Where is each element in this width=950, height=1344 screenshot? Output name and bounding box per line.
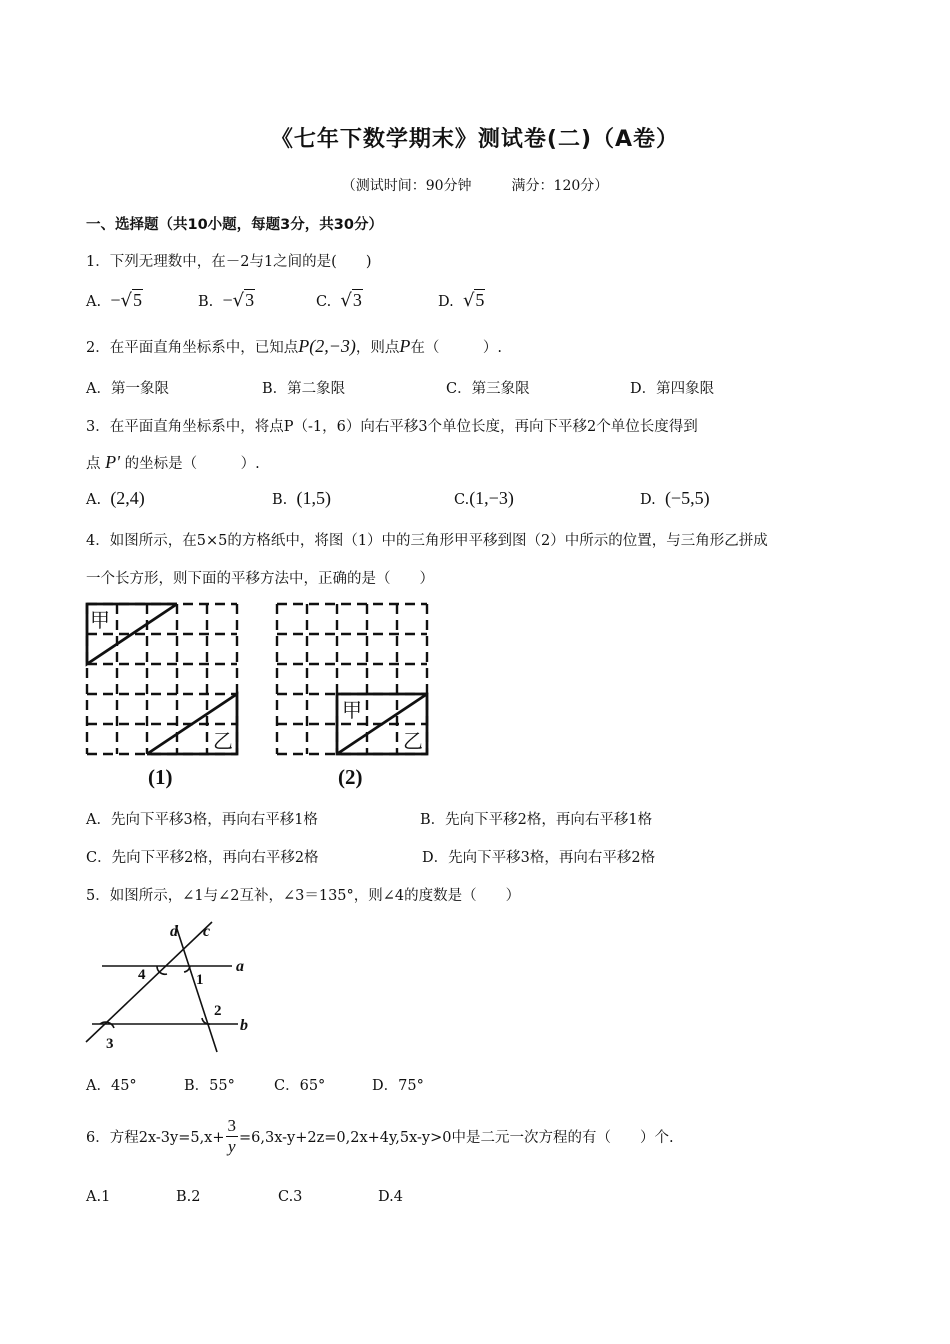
angle-label-4: 4	[138, 967, 146, 983]
q2-stem: 2．在平面直角坐标系中，已知点P(2,−3)，则点P在（ ）.	[86, 336, 502, 356]
q4-figures	[80, 596, 440, 796]
label-yi-fig2: 乙	[403, 731, 423, 753]
q4-option-a: A．先向下平移3格，再向右平移1格	[86, 812, 318, 828]
q5-figure	[80, 918, 260, 1058]
q2-option-b: B．第二象限	[262, 381, 346, 397]
q2-option-d: D．第四象限	[630, 381, 715, 397]
q4-option-b: B．先向下平移2格，再向右平移1格	[420, 812, 653, 828]
test-time: （测试时间：90分钟	[341, 178, 472, 194]
q1-option-a: A. −√5	[86, 290, 142, 311]
q2-option-c: C．第三象限	[446, 381, 530, 397]
q3-stem-line2: 点 P' 的坐标是（ ）.	[86, 452, 260, 472]
section-heading-choice: 一、选择题（共10小题，每题3分，共30分）	[86, 217, 383, 233]
label-yi-fig1: 乙	[213, 731, 233, 753]
angle-label-2: 2	[214, 1003, 222, 1019]
angle-label-3: 3	[106, 1036, 114, 1052]
q6-option-c: C.3	[278, 1189, 303, 1205]
q5-option-b: B．55°	[184, 1078, 235, 1094]
sqrt-symbol: √5	[120, 290, 142, 311]
q6-option-b: B.2	[176, 1189, 201, 1205]
angle-label-1: 1	[196, 972, 204, 988]
line-label-d: d	[170, 923, 178, 940]
exam-subtitle	[0, 175, 950, 195]
q2-option-a: A．第一象限	[86, 381, 169, 397]
q1-option-d: D. √5	[438, 290, 485, 311]
q5-option-a: A．45°	[86, 1078, 137, 1094]
q4-stem-line1: 4．如图所示，在5×5的方格纸中，将图（1）中的三角形甲平移到图（2）中所示的位置，与三角形乙拼成	[86, 533, 768, 549]
q5-option-d: D．75°	[372, 1078, 424, 1094]
sqrt-symbol: √5	[462, 290, 485, 311]
q3-stem-line1: 3．在平面直角坐标系中，将点P（-1，6）向右平移3个单位长度，再向下平移2个单位长度得到	[86, 419, 698, 435]
figure-2-label: (2)	[338, 765, 363, 789]
q1-option-c: C. √3	[316, 290, 362, 311]
q4-option-d: D．先向下平移3格，再向右平移2格	[422, 850, 656, 866]
exam-title: 《七年下数学期末》测试卷(二)（A卷）	[270, 127, 680, 152]
q3-option-b: B. (1,5)	[272, 488, 331, 508]
figure-1-label: (1)	[148, 765, 173, 789]
sqrt-symbol: √3	[340, 290, 362, 311]
line-label-c: c	[203, 923, 211, 940]
q5-stem: 5．如图所示，∠1与∠2互补，∠3＝135°，则∠4的度数是（ ）	[86, 888, 521, 904]
label-jia-fig2: 甲	[342, 700, 362, 722]
q1-stem: 1．下列无理数中，在－2与1之间的是( )	[86, 254, 372, 270]
q1-option-b: B. −√3	[198, 290, 255, 311]
q6-stem: 6．方程2x-3y=5,x+ $\frac{3}{y}$ =6,3x-y+2z=0,2x+4y,5x-y>0中是二元一次方程的有（ ）个.	[86, 1116, 674, 1156]
line-label-b: b	[240, 1017, 248, 1034]
q6-option-d: D.4	[378, 1189, 403, 1205]
full-score: 满分：120分）	[511, 178, 609, 194]
q6-option-a: A.1	[86, 1189, 111, 1205]
q4-stem-line2: 一个长方形，则下面的平移方法中，正确的是（ ）	[86, 571, 434, 587]
sqrt-symbol: √3	[232, 290, 255, 311]
q3-option-d: D. (−5,5)	[640, 488, 710, 508]
fraction-3-over-y: $\frac{3}{y}$	[227, 1116, 237, 1156]
q3-option-a: A. (2,4)	[86, 488, 145, 508]
q4-option-c: C．先向下平移2格，再向右平移2格	[86, 850, 319, 866]
q3-option-c: C.(1,−3)	[454, 488, 514, 508]
q5-option-c: C．65°	[274, 1078, 326, 1094]
line-label-a: a	[236, 958, 244, 975]
label-jia-fig1: 甲	[90, 610, 110, 632]
